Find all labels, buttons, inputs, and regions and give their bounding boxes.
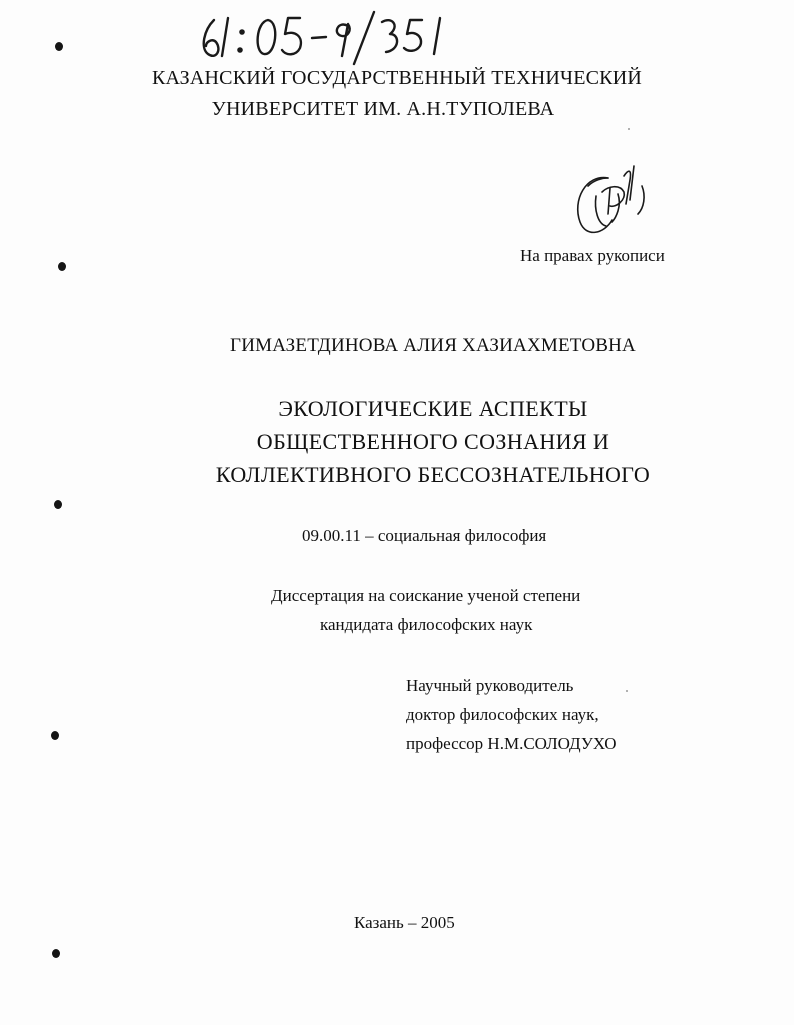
degree-line-2: кандидата философских наук (320, 615, 533, 634)
binding-hole (58, 262, 66, 271)
specialty: 09.00.11 – социальная философия (302, 526, 547, 545)
signature (568, 156, 652, 244)
rights-note: На правах рукописи (520, 246, 665, 265)
binding-hole (51, 731, 59, 740)
paper-speck (626, 690, 628, 692)
city-year: Казань – 2005 (354, 913, 455, 932)
paper-speck (628, 128, 630, 130)
advisor-line-3: профессор Н.М.СОЛОДУХО (406, 734, 617, 753)
binding-hole (52, 949, 60, 958)
binding-hole (55, 42, 63, 51)
title-line-1: ЭКОЛОГИЧЕСКИЕ АСПЕКТЫ (278, 396, 588, 421)
binding-hole (54, 500, 62, 509)
advisor-line-1: Научный руководитель (406, 676, 574, 695)
handwritten-archive-code (196, 6, 456, 68)
author-name: ГИМАЗЕТДИНОВА АЛИЯ ХАЗИАХМЕТОВНА (230, 335, 636, 356)
degree-line-1: Диссертация на соискание ученой степени (271, 586, 581, 605)
university-line-2: УНИВЕРСИТЕТ ИМ. А.Н.ТУПОЛЕВА (211, 98, 555, 120)
advisor-line-2: доктор философских наук, (406, 705, 599, 724)
title-line-2: ОБЩЕСТВЕННОГО СОЗНАНИЯ И (256, 429, 610, 454)
university-line-1: КАЗАНСКИЙ ГОСУДАРСТВЕННЫЙ ТЕХНИЧЕСКИЙ (151, 67, 642, 89)
title-line-3: КОЛЛЕКТИВНОГО БЕССОЗНАТЕЛЬНОГО (215, 462, 651, 487)
